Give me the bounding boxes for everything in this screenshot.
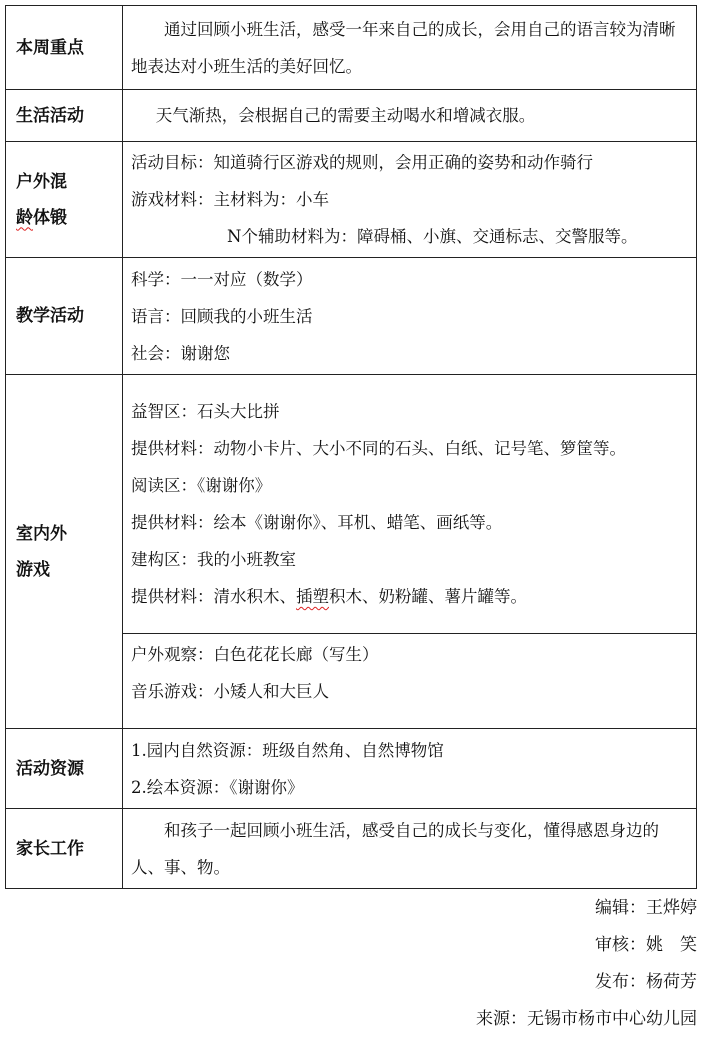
- label-life: 生活活动: [6, 90, 123, 142]
- outdoor-label-line2: [16, 200, 122, 236]
- content-outdoor: [123, 142, 697, 258]
- games-label-line2: 游戏: [16, 559, 50, 580]
- teaching-item: 科学：一一对应（数学）: [131, 269, 313, 289]
- games-outdoor-item: 户外观察：白色花花长廊（写生）: [131, 645, 379, 664]
- teaching-item: 语言：回顾我的小班生活: [131, 306, 313, 326]
- construct-materials-c: 积木、奶粉罐、薯片罐等。: [329, 587, 527, 606]
- outdoor-material-main: 游戏材料：主材料为：小车: [131, 190, 329, 209]
- row-parents: [6, 809, 697, 889]
- row-outdoor: [6, 142, 697, 258]
- outdoor-label-wavy: 龄: [16, 207, 33, 228]
- focus-text: 通过回顾小班生活，感受一年来自己的成长，会用自己的语言较为清晰地表达对小班生活的美好回忆。: [131, 19, 676, 76]
- outdoor-material-aux: N个辅助材料为：障碍桶、小旗、交通标志、交警服等。: [227, 227, 638, 246]
- life-text: 天气渐热，会根据自己的需要主动喝水和增减衣服。: [155, 106, 536, 125]
- content-life: [123, 90, 697, 142]
- row-games-indoor: [6, 375, 697, 634]
- outdoor-label-line1: 户外混: [16, 171, 67, 192]
- credit-editor: 编辑：王烨婷: [595, 898, 697, 918]
- construct-materials-wavy: 插塑: [296, 587, 329, 606]
- content-parents: [123, 809, 697, 889]
- content-games-indoor: [123, 375, 697, 634]
- credit-source: 来源：无锡市杨市中心幼儿园: [476, 1009, 697, 1029]
- weekly-plan-table: [5, 5, 697, 889]
- label-games: [6, 375, 123, 729]
- row-teaching: [6, 258, 697, 375]
- label-focus: 本周重点: [6, 6, 123, 90]
- games-label-line1: 室内外: [16, 523, 67, 544]
- resources-item: 1.园内自然资源：班级自然角、自然博物馆: [131, 740, 444, 760]
- content-games-outdoor: [123, 634, 697, 729]
- credit-publisher: 发布：杨荷芳: [595, 972, 697, 992]
- games-construct-materials: [131, 578, 688, 615]
- games-indoor-item: 益智区：石头大比拼: [131, 402, 280, 421]
- teaching-item: 社会：谢谢您: [131, 343, 230, 363]
- label-outdoor: [6, 142, 123, 258]
- row-life: [6, 90, 697, 142]
- content-focus: [123, 6, 697, 90]
- outdoor-label-rest: 体锻: [33, 207, 67, 228]
- content-teaching: [123, 258, 697, 375]
- label-parents: 家长工作: [6, 809, 123, 889]
- outdoor-goal: 活动目标：知道骑行区游戏的规则，会用正确的姿势和动作骑行: [131, 153, 593, 172]
- credits: [476, 890, 697, 1038]
- construct-materials-a: 提供材料：清水积木、: [131, 587, 296, 606]
- content-resources: [123, 729, 697, 809]
- resources-item: 2.绘本资源：《谢谢你》: [131, 777, 304, 797]
- row-focus: [6, 6, 697, 90]
- games-indoor-item: 建构区：我的小班教室: [131, 550, 296, 569]
- label-teaching: 教学活动: [6, 258, 123, 375]
- parents-text: 和孩子一起回顾小班生活，感受自己的成长与变化，懂得感恩身边的人、事、物。: [131, 820, 659, 877]
- games-indoor-item: 提供材料：动物小卡片、大小不同的石头、白纸、记号笔、箩筐等。: [131, 439, 626, 458]
- games-indoor-item: 提供材料：绘本《谢谢你》、耳机、蜡笔、画纸等。: [131, 513, 503, 532]
- games-indoor-item: 阅读区：《谢谢你》: [131, 476, 272, 495]
- label-resources: 活动资源: [6, 729, 123, 809]
- games-outdoor-item: 音乐游戏：小矮人和大巨人: [131, 682, 329, 701]
- credit-reviewer: 审核：姚 笑: [595, 935, 697, 955]
- row-resources: [6, 729, 697, 809]
